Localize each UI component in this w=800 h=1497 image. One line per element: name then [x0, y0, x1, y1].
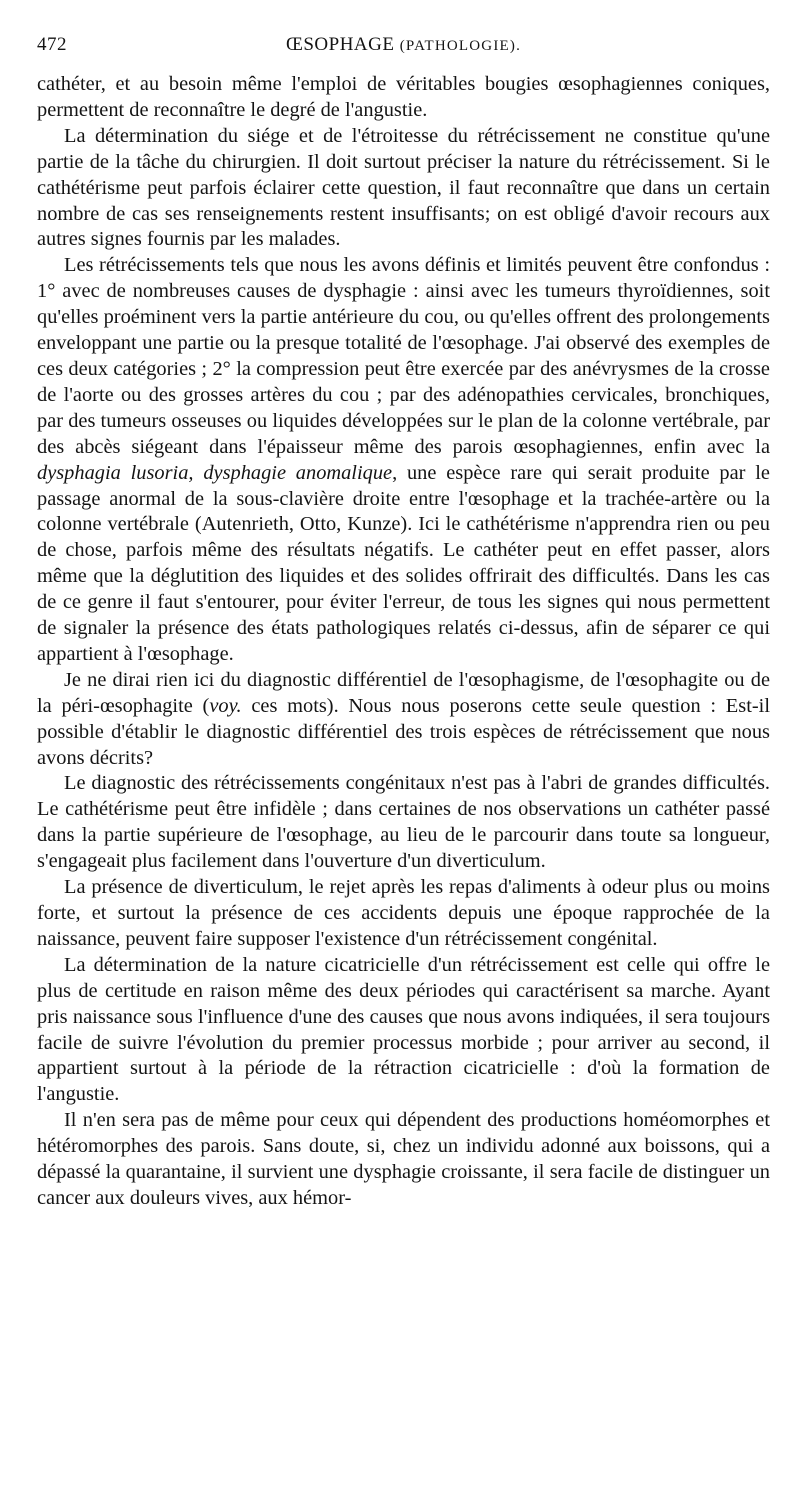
italic-text: dysphagia lusoria, dysphagie anomalique: [37, 461, 393, 484]
paragraph: [37, 771, 770, 875]
paragraph-text: Il n'en sera pas de même pour ceux qui dépendent des productions homéomorphes et hétéromorphes des parois. Sans doute, si, chez un individu adonné aux boissons, qui a dépassé la quarantaine, il survient une dysphagie croissante, il sera facile de distinguer un cancer aux douleurs vives, aux hémor-: [37, 1109, 770, 1209]
italic-text: voy.: [209, 694, 242, 717]
paragraph: [37, 875, 770, 953]
paragraph: [37, 124, 770, 254]
paragraph-text: Les rétrécissements tels que nous les avons définis et limités peuvent être confondus : 1° avec de nombreuses causes de dysphagie : ainsi avec les tumeurs thyroïdiennes, soit qu'elles proéminent vers la partie antérieure du cou, ou qu'elles offrent des prolongements enveloppant une partie ou la presque totalité de l'œsophage. J'ai observé des exemples de ces deux catégories ; 2° la compression peut être exercée par des anévrysmes de la crosse de l'aorte ou des grosses artères du cou ; par des adénopathies cervicales, bronchiques, par des tumeurs osseuses ou liquides développées sur le plan de la colonne vertébrale, par des abcès siégeant dans l'épaisseur même des parois œsophagiennes, enfin avec la: [37, 254, 770, 458]
paragraph: [37, 668, 770, 772]
running-title-section: (PATHOLOGIE).: [399, 38, 522, 54]
paragraph-text: La détermination de la nature cicatricielle d'un rétrécissement est celle qui offre le plus de certitude en raison même des deux périodes qui caractérisent sa marche. Ayant pris naissance sous l'influence d'une des causes que nous avons indiquées, il sera toujours facile de suivre l'évolution du premier processus morbide ; pour arriver au second, il appartient surtout à la période de la rétraction cicatricielle : d'où la formation de l'angustie.: [37, 953, 770, 1106]
paragraph-text: cathéter, et au besoin même l'emploi de véritables bougies œsophagiennes coniques, permettent de reconnaître le degré de l'angustie.: [37, 73, 770, 121]
running-head: [37, 28, 770, 72]
body-text: [37, 72, 770, 1212]
paragraph-text: ces mots). Nous nous poserons cette seule question : Est-il possible d'établir le diagnostic différentiel des trois espèces de rétrécissement que nous avons décrits?: [37, 694, 770, 769]
paragraph: [37, 72, 770, 124]
paragraph-text: La détermination du siége et de l'étroitesse du rétrécissement ne constitue qu'une partie de la tâche du chirurgien. Il doit surtout préciser la nature du rétrécissement. Si le cathétérisme peut parfois éclairer cette question, il faut reconnaître que dans un certain nombre de cas ses renseignements restent insuffisants; on est obligé d'avoir recours aux autres signes fournis par les malades.: [37, 124, 770, 251]
paragraph-text: , une espèce rare qui serait produite par le passage anormal de la sous-clavière droite entre l'œsophage et la trachée-artère ou la colonne vertébrale (Autenrieth, Otto, Kunze). Ici le cathétérisme n'apprendra rien ou peu de chose, parfois même des résultats négatifs. Le cathéter peut en effet passer, alors même que la déglutition des liquides et des solides offrirait des difficultés. Dans les cas de ce genre il faut s'entourer, pour éviter l'erreur, de tous les signes qui nous permettent de signaler la présence des états pathologiques relatés ci-dessus, afin de séparer ce qui appartient à l'œsophage.: [37, 461, 770, 665]
paragraph: [37, 953, 770, 1108]
paragraph: [37, 253, 770, 668]
paragraph-text: Le diagnostic des rétrécissements congénitaux n'est pas à l'abri de grandes difficultés. Le cathétérisme peut être infidèle ; dans certaines de nos observations un cathéter passé dans la partie supérieure de l'œsophage, au lieu de le parcourir dans toute sa longueur, s'engageait plus facilement dans l'ouverture d'un diverticulum.: [37, 772, 770, 873]
paragraph-text: La présence de diverticulum, le rejet après les repas d'aliments à odeur plus ou moins forte, et surtout la présence de ces accidents depuis une époque rapprochée de la naissance, peuvent faire supposer l'existence d'un rétrécissement congénital.: [37, 876, 770, 950]
running-title: [37, 34, 770, 56]
page-number: 472: [37, 34, 67, 55]
running-title-main: ŒSOPHAGE: [285, 34, 395, 55]
paragraph-text: Je ne dirai rien ici du diagnostic différentiel de l'œsophagisme, de l'œsophagite ou de la péri-œsophagite (: [37, 668, 770, 717]
paragraph: [37, 1108, 770, 1212]
document-page: [37, 0, 770, 1212]
